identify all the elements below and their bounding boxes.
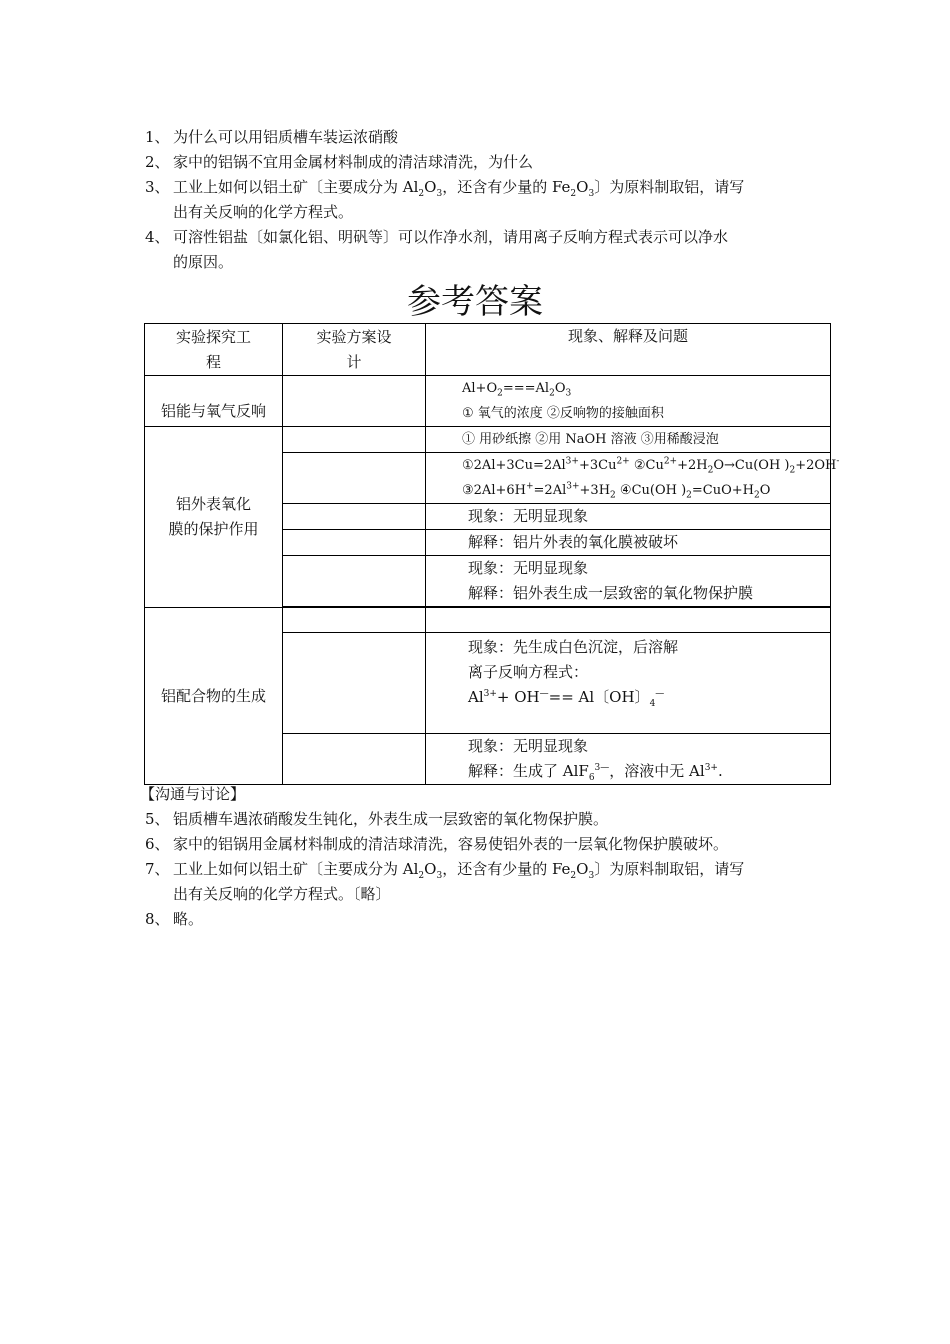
text-run: ，溶液中无 Al	[609, 762, 705, 780]
text-run: .	[717, 762, 723, 780]
header-cell	[145, 324, 283, 376]
plan-cell	[283, 453, 426, 504]
text-run: +2H	[677, 458, 708, 473]
header-cell: 现象、解释及问题	[426, 324, 831, 376]
text-run: ②Cu	[629, 458, 664, 473]
subscript: 4	[649, 699, 656, 709]
result-cell: 解释：铝片外表的氧化膜被破坏	[426, 530, 831, 556]
superscript: 3+	[704, 763, 718, 773]
question-item	[145, 125, 825, 150]
plan-cell	[283, 734, 426, 785]
text-run: ③2Al+6H	[462, 483, 526, 498]
text-run: 现象：无明显现象	[468, 737, 589, 755]
text-run: 现象：无明显现象	[468, 559, 589, 577]
question-item	[145, 225, 825, 275]
result-cell	[426, 608, 831, 633]
question-text	[173, 175, 825, 225]
text-run: 解释：铝外表生成一层致密的氧化物保护膜	[468, 584, 754, 602]
answer-number: 5、	[145, 810, 170, 828]
plan-cell	[283, 504, 426, 530]
discussion-section	[140, 782, 825, 932]
table-row	[145, 376, 831, 427]
question-number: 3、	[145, 178, 170, 196]
header-label: 计	[346, 352, 362, 371]
text-run: O	[576, 860, 589, 878]
text-run: =2Al	[533, 483, 567, 498]
text-run: ④Cu(OH )	[615, 483, 687, 498]
superscript: —	[655, 689, 665, 699]
text-run: 离子反响方程式：	[468, 663, 589, 681]
text-run: ①2Al+3Cu=2Al	[462, 458, 566, 473]
subscript: 2	[686, 490, 692, 501]
text-run: 解释：生成了 AlF	[468, 762, 589, 780]
superscript: 3+	[565, 456, 579, 467]
subscript: 3	[588, 189, 595, 199]
text-run: 出有关反响的化学方程式。	[173, 203, 354, 221]
text-run: +3Cu	[578, 458, 617, 473]
subscript: 6	[588, 773, 595, 783]
superscript: 2+	[663, 456, 678, 467]
subscript: 2	[707, 465, 714, 476]
text-run: 工业上如何以铝土矿〔主要成分为 Al	[173, 860, 419, 878]
answer-text: 略。	[173, 910, 204, 928]
text-run: ，还含有少量的 Fe	[442, 860, 571, 878]
superscript: 3+	[566, 481, 580, 492]
text-run: == Al〔OH〕	[548, 688, 650, 706]
text-run: 的原因。	[173, 253, 234, 271]
row-label	[145, 427, 283, 608]
text-run: O	[759, 483, 771, 498]
header-label: 程	[205, 352, 221, 371]
superscript: 3+	[483, 689, 497, 699]
text-run: +3H	[579, 483, 611, 498]
question-text	[173, 225, 825, 275]
answer-item	[145, 857, 825, 907]
plan-cell	[283, 556, 426, 607]
table-row	[145, 427, 831, 453]
text-run: 可溶性铝盐〔如氯化铝、明矾等〕可以作净水剂，请用离子反响方程式表示可以净水	[173, 228, 729, 246]
superscript: 3—	[594, 763, 610, 773]
text-run: ，还含有少量的 Fe	[442, 178, 571, 196]
plan-cell	[283, 530, 426, 556]
text-run: Al	[468, 688, 484, 706]
text-run: 出有关反响的化学方程式。〔略〕	[173, 885, 391, 903]
subscript: 2	[610, 490, 616, 501]
label-line: 铝外表氧化	[175, 495, 251, 513]
subscript: 2	[570, 189, 577, 199]
table-row	[145, 608, 831, 633]
result-cell: ① 用砂纸擦 ②用 NaOH 溶液 ③用稀酸浸泡	[426, 427, 831, 453]
subscript: 2	[570, 871, 577, 881]
question-text: 为什么可以用铝质槽车装运浓硝酸	[173, 128, 399, 146]
text-run: 〕为原料制取铝，请写	[594, 860, 745, 878]
discussion-heading: 【沟通与讨论】	[140, 785, 246, 803]
header-label: 实验探究工	[175, 327, 251, 346]
subscript: 2	[418, 871, 425, 881]
result-cell	[426, 633, 831, 734]
answer-text	[173, 857, 825, 907]
question-number: 4、	[145, 228, 170, 246]
row-label: 铝能与氧气反响	[145, 376, 283, 427]
plan-cell	[283, 633, 426, 734]
question-list	[145, 125, 825, 275]
text-run: O	[554, 381, 566, 396]
answer-number: 8、	[145, 910, 170, 928]
text-run: 现象：先生成白色沉淀，后溶解	[468, 638, 679, 656]
subscript: 2	[418, 189, 425, 199]
superscript: —	[539, 689, 549, 699]
plan-cell	[283, 608, 426, 633]
text-run: O	[424, 178, 437, 196]
question-number: 2、	[145, 153, 170, 171]
text-run: 〕为原料制取铝，请写	[594, 178, 745, 196]
text-run: O	[576, 178, 589, 196]
text-run: ===Al	[502, 381, 550, 396]
result-cell	[426, 376, 831, 427]
answer-text: 铝质槽车遇浓硝酸发生钝化，外表生成一层致密的氧化物保护膜。	[173, 810, 609, 828]
subscript: 3	[565, 388, 572, 399]
result-cell	[426, 453, 840, 504]
subscript: 3	[436, 871, 443, 881]
text-run: O→Cu(OH )	[713, 458, 790, 473]
subscript: 2	[497, 388, 503, 399]
superscript: 2+	[616, 456, 630, 467]
answer-number: 7、	[145, 860, 170, 878]
subscript: 2	[789, 465, 796, 476]
text-run: + OH	[496, 688, 540, 706]
row-label: 铝配合物的生成	[145, 608, 283, 785]
text-run: =CuO+H	[691, 483, 755, 498]
result-cell	[426, 556, 831, 607]
question-item	[145, 150, 825, 175]
page-title: 参考答案	[407, 282, 543, 322]
subscript: 3	[588, 871, 595, 881]
answer-table	[144, 323, 840, 785]
header-label: 实验方案设	[316, 327, 392, 346]
result-cell: 现象：无明显现象	[426, 504, 831, 530]
answer-item	[145, 907, 825, 932]
answer-item	[145, 832, 825, 857]
superscript: -	[836, 456, 840, 467]
text-run: ① 氧气的浓度 ②反响物的接触面积	[462, 406, 664, 421]
result-cell	[426, 734, 831, 785]
question-item	[145, 175, 825, 225]
header-cell	[283, 324, 426, 376]
table-header-row	[145, 324, 831, 376]
question-text: 家中的铝锅不宜用金属材料制成的清洁球清洗，为什么	[173, 153, 534, 171]
answer-item	[145, 807, 825, 832]
subscript: 2	[754, 490, 760, 501]
subscript: 2	[549, 388, 555, 399]
superscript: +	[525, 481, 534, 492]
question-number: 1、	[145, 128, 170, 146]
text-run: 工业上如何以铝土矿〔主要成分为 Al	[173, 178, 419, 196]
text-run: +2OH	[795, 458, 837, 473]
label-line: 膜的保护作用	[168, 520, 259, 538]
answer-text: 家中的铝锅用金属材料制成的清洁球清洗，容易使铝外表的一层氧化物保护膜破坏。	[173, 835, 729, 853]
plan-cell	[283, 427, 426, 453]
answer-number: 6、	[145, 835, 170, 853]
plan-cell	[283, 376, 426, 427]
text-run: O	[424, 860, 437, 878]
text-run: Al+O	[462, 381, 498, 396]
subscript: 3	[436, 189, 443, 199]
